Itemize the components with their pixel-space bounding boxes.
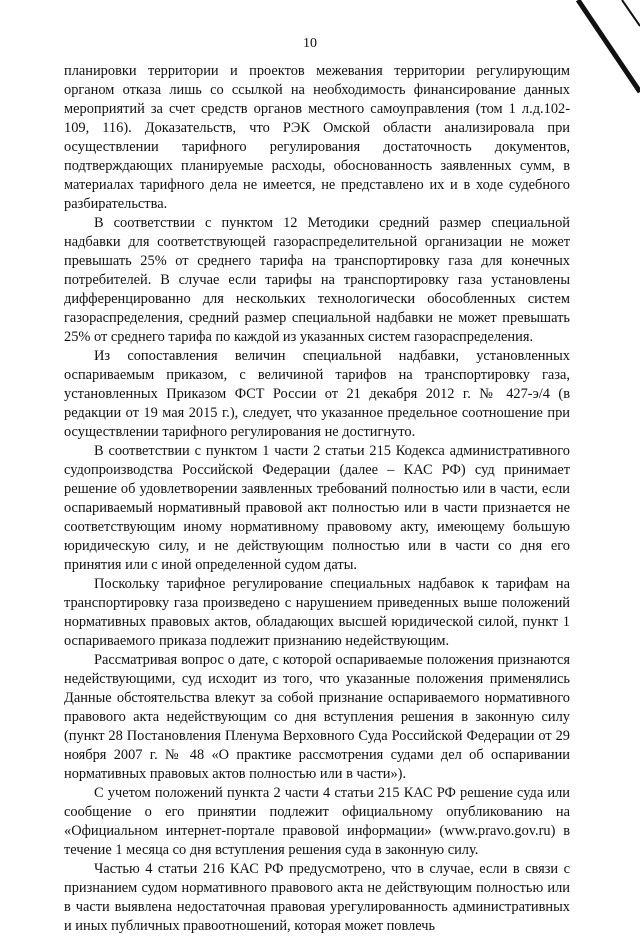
paragraph: Рассматривая вопрос о дате, с которой оспариваемые положения признаются недействующими, суд исходит из того, что указанные положения применялись Данные обстоятельства влекут за собой признание оспариваемого нормативного правового акта недействующим со дня вступления решения в законную силу (пункт 28 Постановления Пленума Верховного Суда Российской Федерации от 29 ноября 2007 г. № 48 «О практике рассмотрения судами дел об оспаривании нормативных правовых актов полностью или в части»). [64, 652, 570, 782]
paragraph: планировки территории и проектов межевания территории регулирующим органом отказа лишь со ссылкой на необходимость финансирование данных мероприятий за счет средств органов местного самоуправления (том 1 л.д.102-109, 116). Доказательств, что РЭК Омской области анализировала при осуществлении тарифного регулирования достаточность документов, подтверждающих планируемые расходы, обоснованность заявленных сумм, в материалах тарифного дела не имеется, не представлено их и в ходе судебного разбирательства. [64, 63, 570, 212]
paragraph: С учетом положений пункта 2 части 4 статьи 215 КАС РФ решение суда или сообщение о его принятии подлежит официальному опубликованию на «Официальном интернет-портале правовой информации» (www.pravo.gov.ru) в течение 1 месяца со дня вступления решения суда в законную силу. [64, 785, 570, 858]
page-number: 10 [303, 36, 317, 51]
paragraph: Поскольку тарифное регулирование специальных надбавок к тарифам на транспортировку газа произведено с нарушением приведенных выше положений нормативных правовых актов, обладающих высшей юридической силой, пункт 1 оспариваемого приказа подлежит признанию недействующим. [64, 576, 570, 649]
document-body [64, 62, 570, 936]
paragraph: Из сопоставления величин специальной надбавки, установленных оспариваемым приказом, с величиной тарифов на транспортировку газа, установленных Приказом ФСТ России от 21 декабря 2012 г. № 427-э/4 (в редакции от 19 мая 2015 г.), следует, что указанное предельное соотношение при осуществлении тарифного регулирования не достигнуто. [64, 348, 570, 440]
paragraph: В соответствии с пунктом 12 Методики средний размер специальной надбавки для соответствующей газораспределительной организации не может превышать 25% от среднего тарифа на транспортировку газа для конечных потребителей. В случае если тарифы на транспортировку газа установлены дифференцированно для нескольких технологически обособленных систем газораспределения, средний размер специальной надбавки не может превышать 25% от среднего тарифа по каждой из указанных систем газораспределения. [64, 215, 570, 345]
paragraph: В соответствии с пунктом 1 части 2 статьи 215 Кодекса административного судопроизводства Российской Федерации (далее – КАС РФ) суд принимает решение об удовлетворении заявленных требований полностью или в части, если оспариваемый нормативный правовой акт полностью или в части признается не соответствующим иному нормативному правовому акту, имеющему большую юридическую силу, и не действующим полностью или в части со дня его принятия или с иной определенной судом даты. [64, 443, 570, 573]
paragraph: Частью 4 статьи 216 КАС РФ предусмотрено, что в случае, если в связи с признанием судом нормативного правового акта не действующим полностью или в части выявлена недостаточная правовая урегулированность административных и иных публичных правоотношений, которая может повлечь [64, 861, 570, 934]
